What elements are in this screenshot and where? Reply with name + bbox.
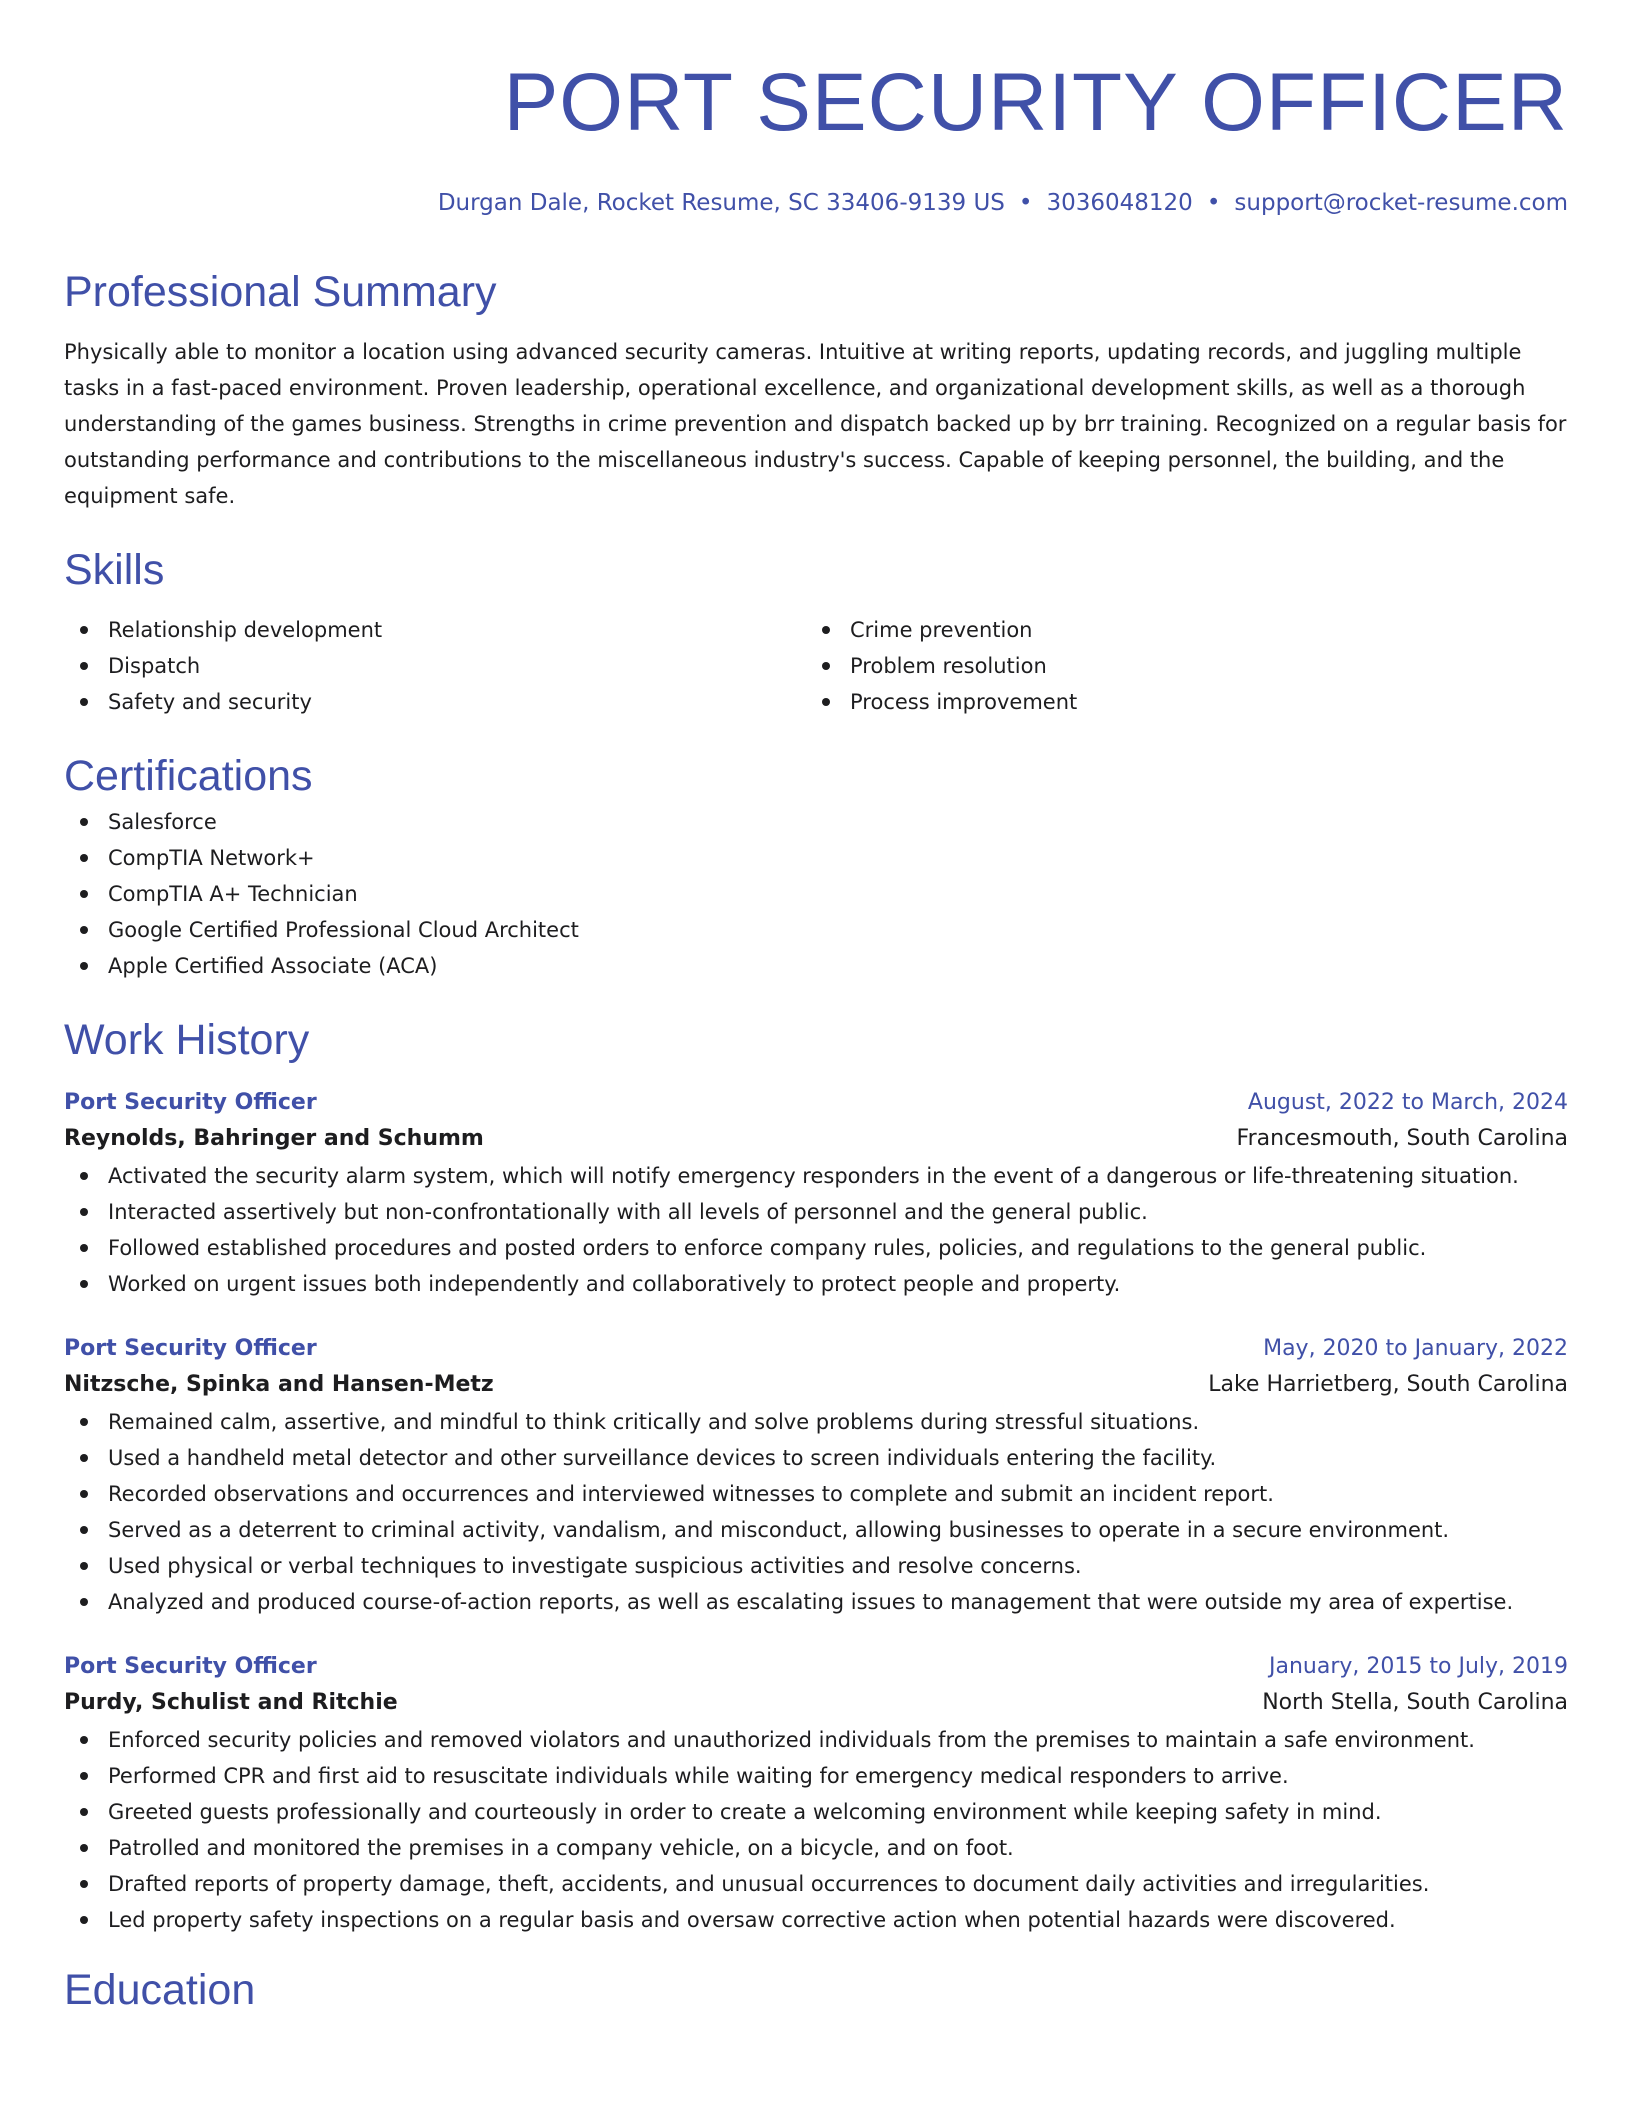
- bullet-dot: [80, 1280, 88, 1288]
- certification-label: Salesforce: [108, 810, 217, 834]
- job-bullet-text: Recorded observations and occurrences and interviewed witnesses to complete and submit an incident report.: [108, 1482, 1274, 1506]
- job-bullet-text: Served as a deterrent to criminal activity, vandalism, and misconduct, allowing businesses to operate in a secure environment.: [108, 1518, 1450, 1542]
- job-title: Port Security Officer: [64, 1090, 317, 1115]
- job-bullet: [64, 1440, 1568, 1476]
- job-dates: August, 2022 to March, 2024: [1247, 1090, 1568, 1115]
- bullet-dot: [80, 1526, 88, 1534]
- bullet-dot: [80, 1844, 88, 1852]
- job-bullet-text: Performed CPR and first aid to resuscitate individuals while waiting for emergency medical responders to arrive.: [108, 1764, 1289, 1788]
- education-heading: Education: [64, 1966, 256, 2014]
- skill-label: Problem resolution: [850, 654, 1047, 678]
- job-bullet: [64, 1230, 1568, 1266]
- contact-email: support@rocket-resume.com: [1234, 190, 1568, 216]
- job-bullet-list: [64, 1158, 1568, 1302]
- job-title-row: [64, 1086, 1568, 1120]
- contact-phone: 3036048120: [1046, 190, 1193, 216]
- skills-column-right: [806, 612, 1548, 720]
- skills-column-left: [64, 612, 806, 720]
- certification-item: [64, 912, 1568, 948]
- certifications-list: [64, 804, 1568, 984]
- job-bullet: [64, 1902, 1568, 1938]
- skill-item: [64, 612, 806, 648]
- job-bullet: [64, 1194, 1568, 1230]
- job-dates: May, 2020 to January, 2022: [1263, 1336, 1568, 1361]
- job-company: Nitzsche, Spinka and Hansen-Metz: [64, 1372, 494, 1397]
- bullet-dot: [80, 698, 88, 706]
- bullet-dot: [822, 698, 830, 706]
- job-location: Lake Harrietberg, South Carolina: [1208, 1372, 1568, 1397]
- bullet-dot: [80, 1736, 88, 1744]
- bullet-dot: [822, 662, 830, 670]
- skill-label: Crime prevention: [850, 618, 1033, 642]
- contact-line: [64, 186, 1568, 220]
- bullet-dot: [80, 1208, 88, 1216]
- skill-item: [806, 684, 1548, 720]
- job-bullet: [64, 1404, 1568, 1440]
- bullet-dot: [80, 1418, 88, 1426]
- job-company-row: [64, 1366, 1568, 1404]
- bullet-dot: [80, 1772, 88, 1780]
- skills-list-left: [64, 612, 806, 720]
- bullet-dot: [80, 1916, 88, 1924]
- job-bullet-text: Worked on urgent issues both independently and collaboratively to protect people and property.: [108, 1272, 1121, 1296]
- certifications-heading: Certifications: [64, 752, 313, 800]
- job-entry: [64, 1086, 1568, 1302]
- bullet-dot: [80, 962, 88, 970]
- job-bullet: [64, 1866, 1568, 1902]
- bullet-dot: [80, 1880, 88, 1888]
- certification-item: [64, 840, 1568, 876]
- job-company-row: [64, 1684, 1568, 1722]
- skill-label: Safety and security: [108, 690, 312, 714]
- certification-label: Apple Certified Associate (ACA): [108, 954, 438, 978]
- contact-address: Durgan Dale, Rocket Resume, SC 33406-9139 US: [437, 190, 1005, 216]
- job-company: Purdy, Schulist and Ritchie: [64, 1690, 398, 1715]
- job-location: Francesmouth, South Carolina: [1236, 1126, 1568, 1151]
- bullet-dot: [80, 626, 88, 634]
- job-location: North Stella, South Carolina: [1262, 1690, 1568, 1715]
- job-bullet: [64, 1266, 1568, 1302]
- bullet-dot: [822, 626, 830, 634]
- bullet-dot: [80, 890, 88, 898]
- job-bullet: [64, 1794, 1568, 1830]
- skill-label: Process improvement: [850, 690, 1078, 714]
- bullet-dot: [80, 662, 88, 670]
- bullet-dot: [80, 818, 88, 826]
- work-history-heading: Work History: [64, 1016, 310, 1064]
- resume-page: [64, 48, 1568, 2018]
- bullet-dot: [80, 926, 88, 934]
- job-bullet-text: Analyzed and produced course-of-action reports, as well as escalating issues to management that were outside my area of expertise.: [108, 1590, 1514, 1614]
- job-entry: [64, 1650, 1568, 1938]
- job-bullet-text: Remained calm, assertive, and mindful to think critically and solve problems during stressful situations.: [108, 1410, 1200, 1434]
- bullet-dot: [80, 1454, 88, 1462]
- job-bullet-text: Enforced security policies and removed violators and unauthorized individuals from the premises to maintain a safe environment.: [108, 1728, 1475, 1752]
- job-bullet: [64, 1512, 1568, 1548]
- contact-separator: •: [1206, 190, 1221, 216]
- skills-heading: Skills: [64, 546, 165, 594]
- skill-item: [64, 648, 806, 684]
- certification-item: [64, 876, 1568, 912]
- job-dates: January, 2015 to July, 2019: [1269, 1654, 1568, 1679]
- summary-heading: Professional Summary: [64, 268, 497, 316]
- job-bullet-text: Used physical or verbal techniques to investigate suspicious activities and resolve concerns.: [108, 1554, 1082, 1578]
- job-bullet: [64, 1584, 1568, 1620]
- skills-grid: [64, 612, 1568, 720]
- job-bullet-text: Used a handheld metal detector and other surveillance devices to screen individuals entering the facility.: [108, 1446, 1217, 1470]
- job-bullet: [64, 1758, 1568, 1794]
- bullet-dot: [80, 1562, 88, 1570]
- job-entry: [64, 1332, 1568, 1620]
- job-company: Reynolds, Bahringer and Schumm: [64, 1126, 484, 1151]
- job-bullet-text: Drafted reports of property damage, theft, accidents, and unusual occurrences to document daily activities and irregularities.: [108, 1872, 1430, 1896]
- certification-item: [64, 804, 1568, 840]
- skill-label: Relationship development: [108, 618, 383, 642]
- job-bullet-text: Patrolled and monitored the premises in a company vehicle, on a bicycle, and on foot.: [108, 1836, 1014, 1860]
- skill-item: [64, 684, 806, 720]
- job-title: Port Security Officer: [64, 1654, 317, 1679]
- job-bullet-text: Greeted guests professionally and courteously in order to create a welcoming environment while keeping safety in mind.: [108, 1800, 1382, 1824]
- job-bullet-list: [64, 1722, 1568, 1938]
- bullet-dot: [80, 1808, 88, 1816]
- job-title-row: [64, 1332, 1568, 1366]
- job-bullet-text: Interacted assertively but non-confrontationally with all levels of personnel and the general public.: [108, 1200, 1148, 1224]
- bullet-dot: [80, 854, 88, 862]
- skill-item: [806, 612, 1548, 648]
- bullet-dot: [80, 1490, 88, 1498]
- bullet-dot: [80, 1244, 88, 1252]
- contact-separator: •: [1018, 190, 1033, 216]
- certification-label: CompTIA Network+: [108, 846, 315, 870]
- summary-text: Physically able to monitor a location using advanced security cameras. Intuitive at writing reports, updating records, and juggling multiple tasks in a fast-paced environment. Proven leadership, operational excellence, and organizational development skills, as well as a thorough understanding of the games business. Strengths in crime prevention and dispatch backed up by brr training. Recognized on a regular basis for outstanding performance and contributions to the miscellaneous industry's success. Capable of keeping personnel, the building, and the equipment safe.: [64, 340, 1567, 508]
- job-company-row: [64, 1120, 1568, 1158]
- job-bullet-text: Led property safety inspections on a regular basis and oversaw corrective action when potential hazards were discovered.: [108, 1908, 1396, 1932]
- certification-label: Google Certified Professional Cloud Architect: [108, 918, 579, 942]
- skills-list-right: [806, 612, 1548, 720]
- job-title: Port Security Officer: [64, 1336, 317, 1361]
- job-bullet-text: Followed established procedures and posted orders to enforce company rules, policies, and regulations to the general public.: [108, 1236, 1427, 1260]
- job-bullet-list: [64, 1404, 1568, 1620]
- job-bullet: [64, 1830, 1568, 1866]
- job-title-row: [64, 1650, 1568, 1684]
- job-bullet: [64, 1476, 1568, 1512]
- resume-title: PORT SECURITY OFFICER: [503, 57, 1568, 148]
- skill-item: [806, 648, 1548, 684]
- job-bullet: [64, 1158, 1568, 1194]
- job-bullet: [64, 1548, 1568, 1584]
- certification-label: CompTIA A+ Technician: [108, 882, 358, 906]
- certification-item: [64, 948, 1568, 984]
- job-bullet-text: Activated the security alarm system, which will notify emergency responders in the event of a dangerous or life-threatening situation.: [108, 1164, 1519, 1188]
- bullet-dot: [80, 1598, 88, 1606]
- bullet-dot: [80, 1172, 88, 1180]
- skill-label: Dispatch: [108, 654, 201, 678]
- job-bullet: [64, 1722, 1568, 1758]
